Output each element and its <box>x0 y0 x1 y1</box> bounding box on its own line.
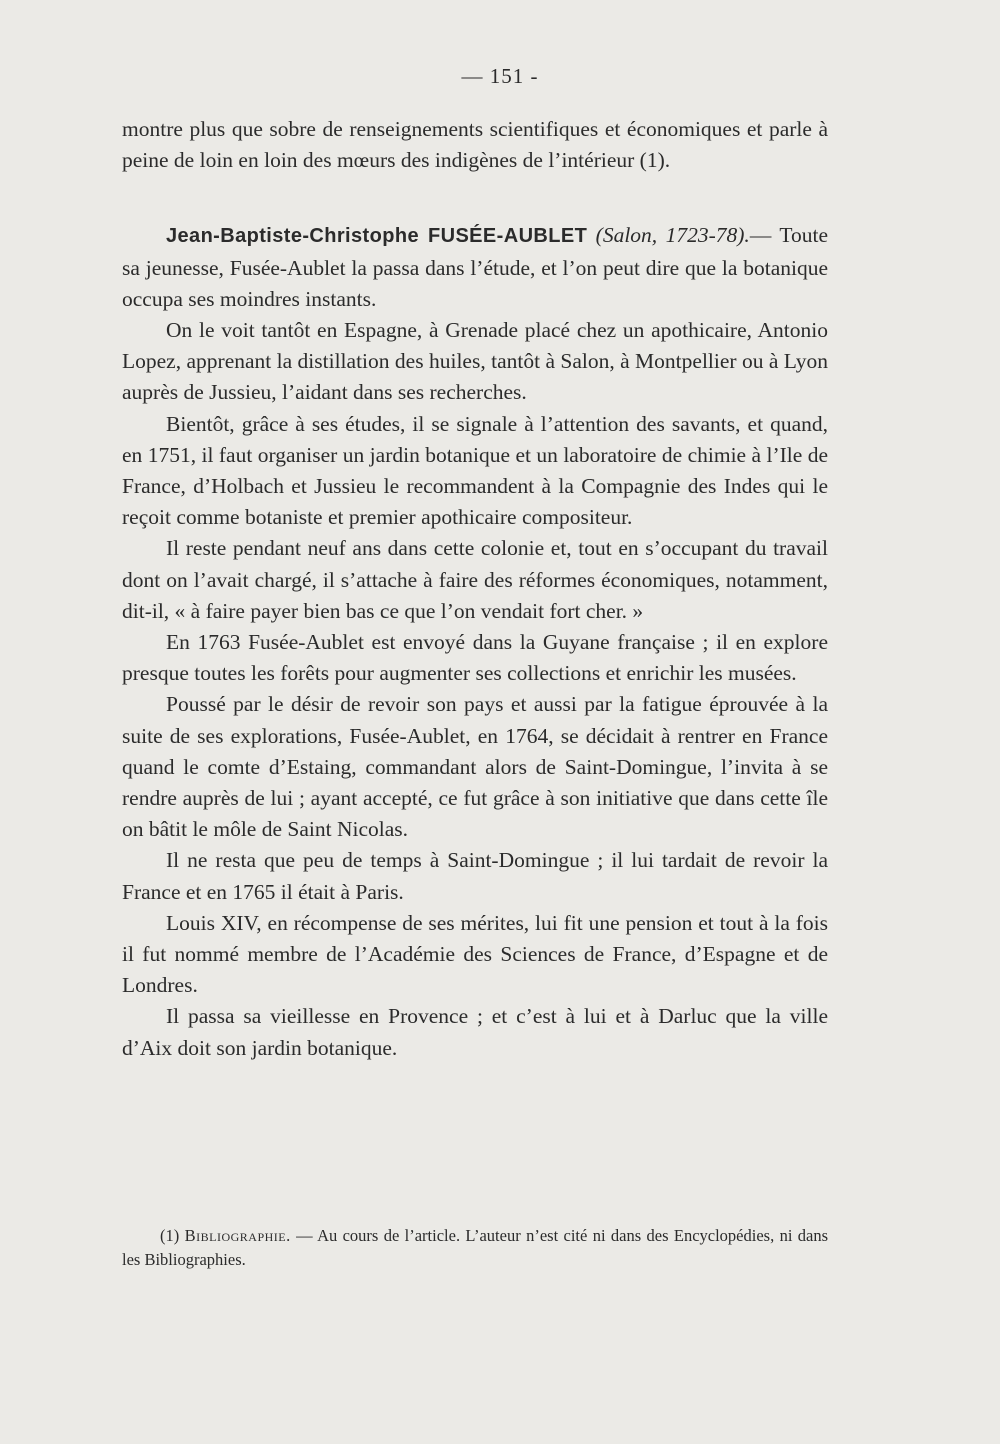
paragraph: On le voit tantôt en Espagne, à Grenade placé chez un apothicaire, Antonio Lopez, apprenant la distillation des huiles, tantôt à Salon, à Montpellier ou à Lyon auprès de Jussieu, l’aidant dans ses recherches. <box>122 318 828 405</box>
main-text <box>122 114 828 1064</box>
paragraph: Poussé par le désir de revoir son pays et aussi par la fatigue éprouvée à la suite de ses explorations, Fusée-Aublet, en 1764, se décidait à rentrer en France quand le comte d’Estaing, commandant alors de Saint-Domingue, l’invita à se rendre auprès de lui ; ayant accepté, ce fut grâce à son initiative que dans cette île on bâtit le môle de Saint Nicolas. <box>122 692 828 842</box>
paragraph: Louis XIV, en récompense de ses mérites, lui fit une pension et tout à la fois il fut nommé membre de l’Académie des Sciences de France, d’Espagne et de Londres. <box>122 910 828 998</box>
paragraph: Il reste pendant neuf ans dans cette colonie et, tout en s’occupant du travail dont on l’avait chargé, il s’attache à faire des réformes économiques, notamment, dit-il, « à faire payer bien bas ce que l’on vendait fort cher. » <box>122 536 828 623</box>
heading-paragraph-text: — Toute sa jeunesse, Fusée-Aublet la passa dans l’étude, et l’on peut dire que la botanique occupa ses moindres instants. <box>122 223 829 311</box>
page-number: — 151 - <box>461 64 539 88</box>
section-spacer <box>122 176 828 220</box>
paragraph: Il passa sa vieillesse en Provence ; et c’est à lui et à Darluc que la ville d’Aix doit son jardin botanique. <box>122 1004 828 1060</box>
biography-subject-name: Jean-Baptiste-Christophe FUSÉE-AUBLET <box>166 225 588 248</box>
footnote-label: Bibliographie. <box>184 1226 291 1245</box>
biography-birthplace-dates: (Salon, 1723-78). <box>587 223 750 248</box>
paragraph: Il ne resta que peu de temps à Saint-Domingue ; il lui tardait de revoir la France et en 1765 il était à Paris. <box>122 848 828 904</box>
footnote <box>122 1224 828 1272</box>
footnote-marker: (1) <box>160 1226 180 1245</box>
section-heading-paragraph <box>122 220 828 315</box>
footnote-separator <box>122 1217 252 1218</box>
paragraph: Bientôt, grâce à ses études, il se signale à l’attention des savants, et quand, en 1751, il faut organiser un jardin botanique et un laboratoire de chimie à l’Ile de France, d’Holbach et Jussieu le recommandent à la Compagnie des Indes qui le reçoit comme botaniste et premier apothicaire compositeur. <box>122 411 828 530</box>
paragraph: En 1763 Fusée-Aublet est envoyé dans la Guyane française ; il en explore presque toutes les forêts pour augmenter ses collections et enrichir les musées. <box>122 630 828 686</box>
paragraph-continuation: montre plus que sobre de renseignements scientifiques et économiques et parle à peine de loin en loin des mœurs des indigènes de l’intérieur (1). <box>122 117 828 173</box>
footnote-text: — Au cours de l’article. L’auteur n’est cité ni dans des Encyclopédies, ni dans les Bibliographies. <box>122 1226 829 1269</box>
